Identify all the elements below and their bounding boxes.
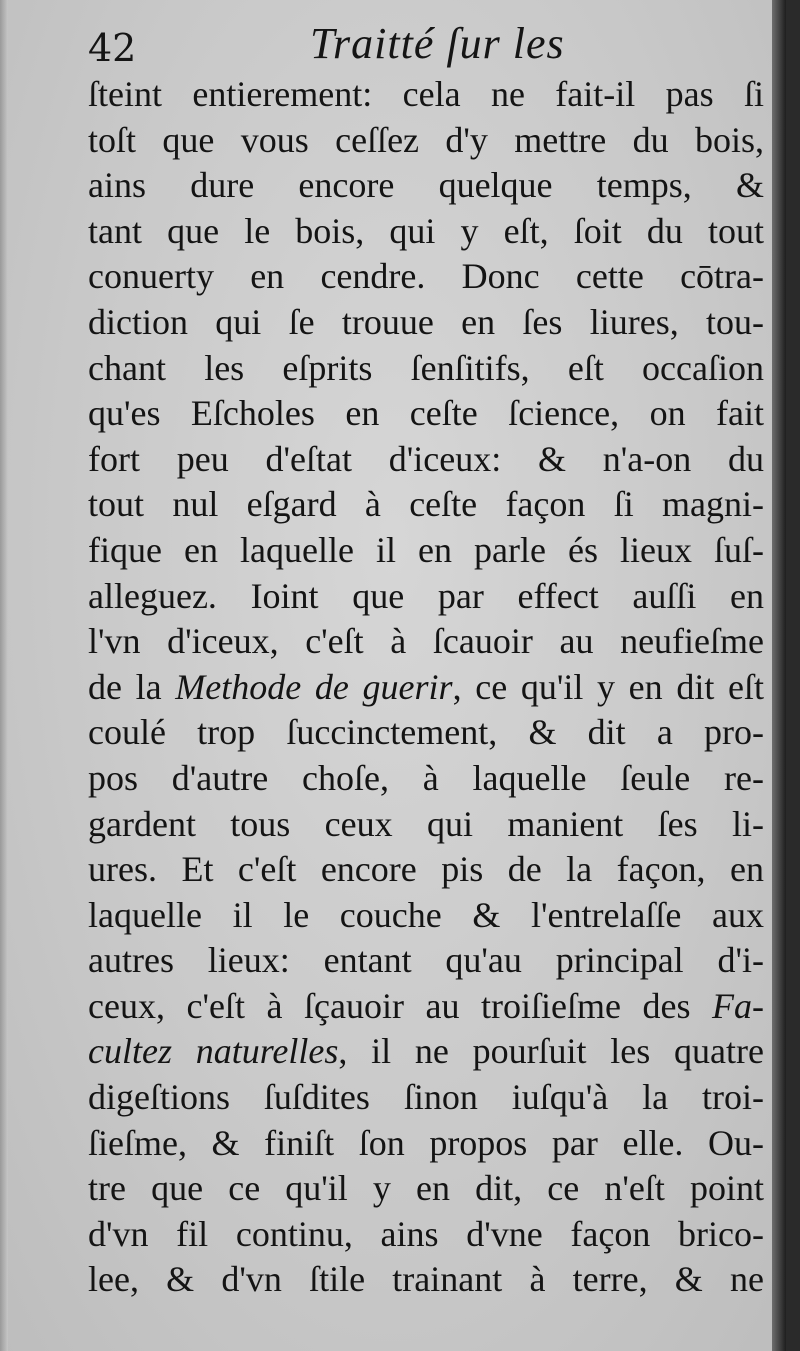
text-line: gardent tous ceux qui manient ſes li- (88, 803, 764, 844)
text-line: d'vn fil continu, ains d'vne façon brico- (88, 1213, 764, 1254)
text-line: fique en laquelle il en parle és lieux ſuſ- (88, 529, 764, 570)
text-line: ſteint entierement: cela ne fait-il pas ſi (88, 74, 764, 114)
text-line: tant que le bois, qui y eſt, ſoit du tout (88, 210, 764, 251)
text-line: coulé trop ſuccinctement, & dit a pro- (88, 712, 764, 753)
text-line: chant les eſprits ſenſitifs, eſt occaſion (88, 347, 764, 388)
running-title: Traitté ſur les (310, 19, 565, 68)
text-line: ceux, c'eſt à ſçauoir au troiſieſme des Fa- (88, 985, 764, 1026)
text-line: laquelle il le couche & l'entrelaſſe aux (88, 894, 764, 935)
page-gutter-shadow (772, 0, 786, 1351)
text-line: digeſtions ſuſdites ſinon iuſqu'à la troi- (88, 1077, 764, 1118)
italic-book-title: Methode de guerir (175, 666, 453, 707)
text-line: toſt que vous ceſſez d'y mettre du bois, (88, 119, 764, 160)
text-line: conuerty en cendre. Donc cette cōtra- (88, 256, 764, 297)
page-left-edge (0, 0, 8, 1351)
text-line: fort peu d'eſtat d'iceux: & n'a-on du (88, 438, 764, 479)
italic-book-title: cultez naturelles (88, 1031, 339, 1072)
text-line: ures. Et c'eſt encore pis de la façon, en (88, 849, 764, 890)
text-line: tout nul eſgard à ceſte façon ſi magni- (88, 484, 764, 525)
text-line: autres lieux: entant qu'au principal d'i- (88, 940, 764, 981)
text-line: ains dure encore quelque temps, & (88, 165, 764, 206)
running-header (88, 18, 786, 78)
text-line: lee, & d'vn ſtile trainant à terre, & ne (88, 1259, 764, 1300)
text-line: l'vn d'iceux, c'eſt à ſcauoir au neufieſme (88, 621, 764, 662)
text-line: de la Methode de guerir, ce qu'il y en dit eſt (88, 666, 764, 707)
body-text (88, 72, 764, 1303)
italic-book-title: Fa- (712, 985, 764, 1026)
text-line: ſieſme, & finiſt ſon propos par elle. Ou- (88, 1122, 764, 1163)
text-line: tre que ce qu'il y en dit, ce n'eſt point (88, 1168, 764, 1209)
text-line: pos d'autre choſe, à laquelle ſeule re- (88, 757, 764, 798)
text-line: cultez naturelles, il ne pourſuit les quatre (88, 1031, 764, 1072)
text-line: qu'es Eſcholes en ceſte ſcience, on fait (88, 393, 764, 434)
page-number: 42 (88, 26, 137, 70)
text-line: alleguez. Ioint que par effect auſſi en (88, 575, 764, 616)
text-line: diction qui ſe trouue en ſes liures, tou- (88, 301, 764, 342)
